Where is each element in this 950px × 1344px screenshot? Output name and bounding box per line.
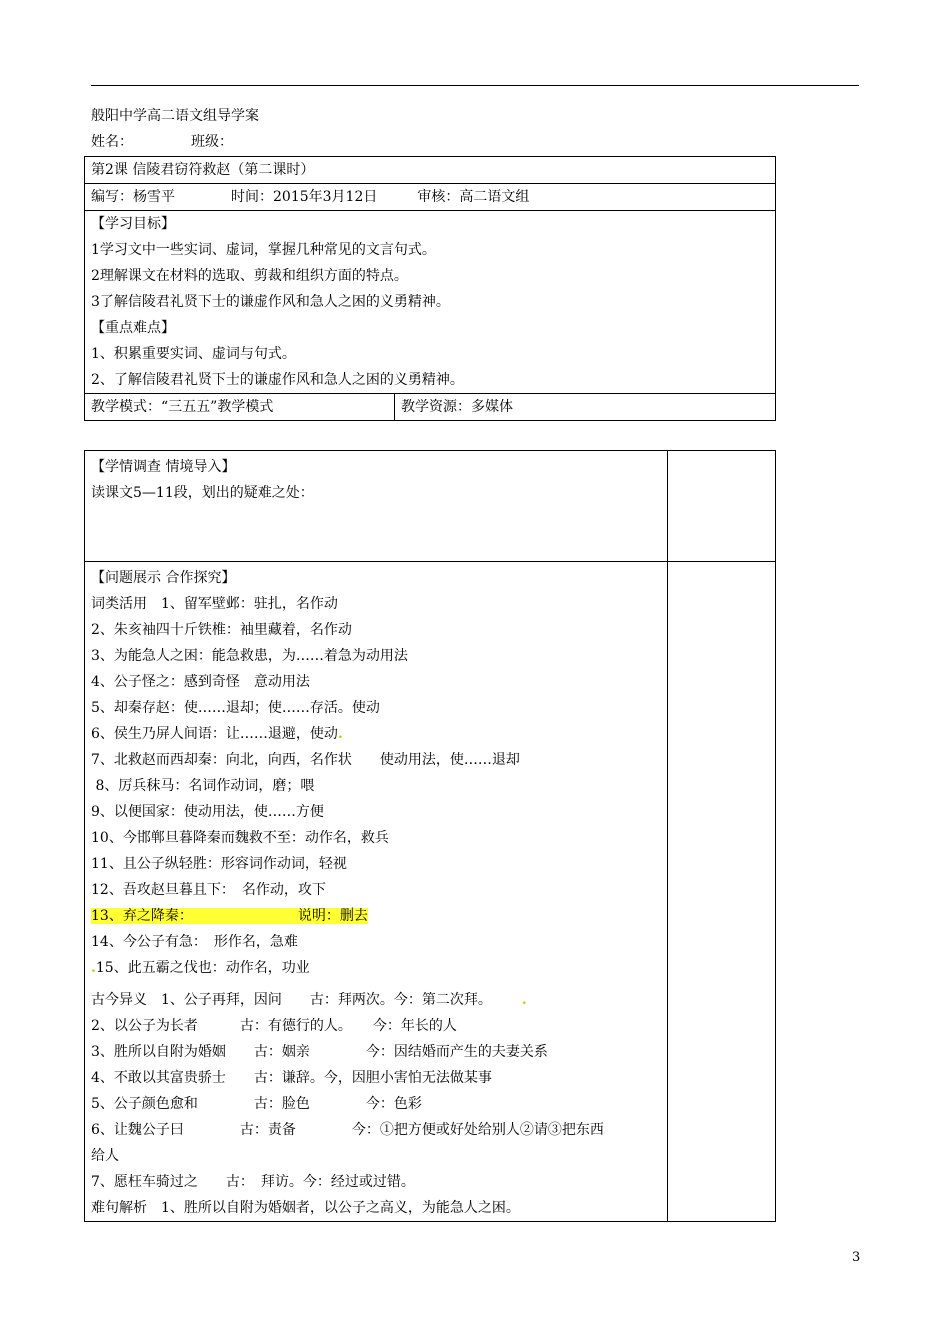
explore-line: 6、让魏公子曰 古：责备 今：①把方便或好处给别人②请③把东西 bbox=[91, 1122, 604, 1138]
marker-dot: . bbox=[91, 960, 96, 976]
name-label: 姓名： bbox=[91, 134, 133, 150]
explore-line: 11、且公子纵轻胜：形容词作动词，轻视 bbox=[91, 856, 347, 872]
page-number: 3 bbox=[852, 1250, 861, 1265]
teaching-resource: 教学资源：多媒体 bbox=[401, 399, 513, 415]
explore-line-text: 6、侯生乃屏人间语：让……退避，使动 bbox=[91, 726, 338, 742]
explore-line: 10、今邯郸旦暮降秦而魏救不至：动作名，救兵 bbox=[91, 830, 389, 846]
explore-line-text: 古今异义 1、公子再拜，因问 古：拜两次。今：第二次拜。 bbox=[91, 992, 492, 1008]
explore-line: 4、不敢以其富贵骄士 古：谦辞。今，因胆小害怕无法做某事 bbox=[91, 1070, 492, 1086]
lesson-title: 第2课 信陵君窃符救赵（第二课时） bbox=[91, 162, 315, 178]
reviewer: 审核：高二语文组 bbox=[417, 189, 530, 205]
explore-line: 词类活用 1、留军壁邺：驻扎，名作动 bbox=[91, 596, 338, 612]
survey-heading: 【学情调查 情境导入】 bbox=[91, 459, 236, 475]
explore-line: 5、公子颜色愈和 古：脸色 今：色彩 bbox=[91, 1096, 422, 1112]
explore-line bbox=[91, 721, 661, 747]
author-row bbox=[85, 184, 776, 211]
highlighted-text: 13、弃之降秦： 说明：删去 bbox=[91, 908, 368, 924]
explore-line: 5、却秦存赵：使……退却；使……存活。使动 bbox=[91, 700, 380, 716]
explore-line-text: 15、此五霸之伐也：动作名，功业 bbox=[95, 960, 310, 976]
lesson-title-cell bbox=[85, 157, 776, 184]
explore-line: 12、吾攻赵旦暮且下： 名作动，攻下 bbox=[91, 882, 326, 898]
study-table bbox=[84, 450, 776, 1222]
notes-column bbox=[668, 451, 776, 562]
author: 编写：杨雪平 bbox=[91, 189, 175, 205]
goal-item: 3了解信陵君礼贤下士的谦虚作风和急人之困的义勇精神。 bbox=[91, 294, 450, 310]
lesson-info-table bbox=[84, 156, 776, 421]
teaching-mode: 教学模式：“三五五”教学模式 bbox=[91, 399, 274, 415]
survey-task: 读课文5—11段，划出的疑难之处： bbox=[91, 485, 314, 501]
explore-line: 难句解析 1、胜所以自附为婚姻者，以公子之高义，为能急人之困。 bbox=[91, 1200, 520, 1216]
explore-line bbox=[91, 955, 661, 981]
goals-heading: 【学习目标】 bbox=[91, 216, 175, 232]
school-title: 般阳中学高二语文组导学案 bbox=[91, 108, 259, 124]
explore-line-highlighted bbox=[91, 903, 661, 929]
explore-line bbox=[91, 987, 661, 1013]
key-point-item: 2、了解信陵君礼贤下士的谦虚作风和急人之困的义勇精神。 bbox=[91, 372, 464, 388]
marker-dot: . bbox=[521, 992, 527, 1008]
marker-dot: . bbox=[337, 726, 343, 742]
explore-line: 9、以便国家：使动用法，使……方便 bbox=[91, 804, 324, 820]
explore-line: 7、愿枉车骑过之 古： 拜访。今：经过或过错。 bbox=[91, 1174, 415, 1190]
explore-line: 2、以公子为长者 古：有德行的人。 今：年长的人 bbox=[91, 1018, 457, 1034]
student-info bbox=[91, 133, 233, 151]
notes-column bbox=[668, 562, 776, 1222]
explore-line: 2、朱亥袖四十斤铁椎：袖里藏着，名作动 bbox=[91, 622, 352, 638]
explore-line: 7、北救赵而西却秦：向北，向西，名作状 使动用法，使……退却 bbox=[91, 752, 520, 768]
explore-line: 给人 bbox=[91, 1148, 119, 1164]
goal-item: 1学习文中一些实词、虚词，掌握几种常见的文言句式。 bbox=[91, 242, 436, 258]
date: 时间：2015年3月12日 bbox=[231, 189, 378, 205]
explore-line: 4、公子怪之：感到奇怪 意动用法 bbox=[91, 674, 310, 690]
explore-line: 14、今公子有急： 形作名，急难 bbox=[91, 934, 298, 950]
explore-line: 3、为能急人之困：能急救患，为……着急为动用法 bbox=[91, 648, 408, 664]
header-rule bbox=[91, 85, 859, 86]
key-points-heading: 【重点难点】 bbox=[91, 320, 175, 336]
key-point-item: 1、积累重要实词、虚词与句式。 bbox=[91, 346, 296, 362]
goals-cell bbox=[85, 211, 776, 394]
teaching-mode-cell bbox=[85, 394, 395, 421]
explore-line: 8、厉兵秣马：名词作动词，磨；喂 bbox=[91, 778, 315, 794]
teaching-resource-cell bbox=[395, 394, 776, 421]
explore-heading: 【问题展示 合作探究】 bbox=[91, 570, 236, 586]
explore-line: 3、胜所以自附为婚姻 古：姻亲 今：因结婚而产生的夫妻关系 bbox=[91, 1044, 548, 1060]
goal-item: 2理解课文在材料的选取、剪裁和组织方面的特点。 bbox=[91, 268, 408, 284]
class-label: 班级： bbox=[191, 134, 233, 150]
survey-cell bbox=[85, 451, 668, 562]
explore-cell bbox=[85, 562, 668, 1222]
